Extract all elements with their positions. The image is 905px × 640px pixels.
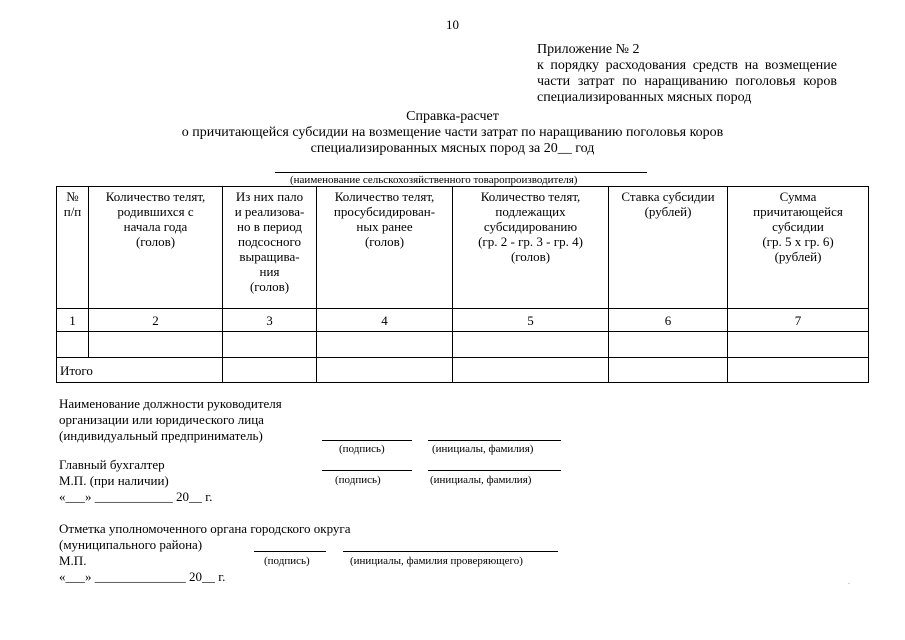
- authority-signature-caption: (подпись): [264, 555, 310, 567]
- table-header-cell: Количество телят, родившихся с начала года (голов): [89, 187, 223, 309]
- table-cell[interactable]: [728, 332, 869, 358]
- appendix-title: Приложение № 2: [537, 42, 640, 57]
- table-cell[interactable]: [317, 358, 453, 383]
- head-initials-caption: (инициалы, фамилия): [432, 443, 534, 455]
- page-number: 10: [446, 17, 459, 32]
- date-line-2[interactable]: «___» ______________ 20__ г.: [59, 569, 226, 584]
- head-signature-caption: (подпись): [339, 443, 385, 455]
- document-title: Справка-расчет: [406, 109, 499, 124]
- table-header-cell: Количество телят, просубсидирован- ных ранее (голов): [317, 187, 453, 309]
- document-subtitle-year: специализированных мясных пород за 20__ год: [310, 141, 595, 156]
- authority-signature-line[interactable]: [254, 551, 326, 552]
- table-header-cell: Из них пало и реализова- но в период подсосного выращива- ния (голов): [223, 187, 317, 309]
- table-header-row: [57, 187, 869, 309]
- table-cell[interactable]: [453, 358, 609, 383]
- table-header-cell: Сумма причитающейся субсидии (гр. 5 x гр. 6) (рублей): [728, 187, 869, 309]
- column-number: 4: [317, 309, 453, 332]
- accountant-initials-line[interactable]: [428, 470, 561, 471]
- table-row: [57, 332, 869, 358]
- calculation-table: [56, 186, 869, 383]
- column-number: 7: [728, 309, 869, 332]
- column-number: 1: [57, 309, 89, 332]
- head-position-line1: Наименование должности руководителя: [59, 396, 282, 411]
- head-position-line2: организации или юридического лица: [59, 412, 264, 427]
- appendix-text: к порядку расходования средств на возмещение части затрат по наращиванию поголовья коров специализированных мясных пород: [537, 58, 837, 105]
- producer-caption: (наименование сельскохозяйственного товаропроизводителя): [290, 174, 578, 186]
- authority-label-line2: (муниципального района): [59, 537, 203, 552]
- head-position-line3: (индивидуальный предприниматель): [59, 428, 263, 443]
- authority-label-line1: Отметка уполномоченного органа городского округа: [59, 521, 351, 536]
- document-subtitle: о причитающейся субсидии на возмещение части затрат по наращиванию поголовья коров: [181, 125, 724, 140]
- table-header-cell: Ставка субсидии (рублей): [609, 187, 728, 309]
- checker-initials-caption: (инициалы, фамилия проверяющего): [350, 555, 523, 567]
- table-cell[interactable]: [609, 358, 728, 383]
- column-number: 6: [609, 309, 728, 332]
- column-number: 5: [453, 309, 609, 332]
- table-cell[interactable]: [317, 332, 453, 358]
- stamp-label-2: М.П.: [59, 553, 87, 568]
- table-cell[interactable]: [223, 358, 317, 383]
- table-header-cell: Количество телят, подлежащих субсидированию (гр. 2 - гр. 3 - гр. 4) (голов): [453, 187, 609, 309]
- column-number-row: [57, 309, 869, 332]
- column-number: 2: [89, 309, 223, 332]
- chief-accountant-label: Главный бухгалтер: [59, 457, 165, 472]
- table-cell[interactable]: [57, 332, 89, 358]
- authority-initials-line[interactable]: [343, 551, 558, 552]
- accountant-initials-caption: (инициалы, фамилия): [430, 474, 532, 486]
- appendix-block: [537, 42, 837, 106]
- head-initials-line[interactable]: [428, 440, 561, 441]
- stamp-label: М.П. (при наличии): [59, 473, 169, 488]
- table-cell[interactable]: [453, 332, 609, 358]
- table-cell[interactable]: [89, 332, 223, 358]
- table-cell[interactable]: [728, 358, 869, 383]
- total-label: Итого: [57, 358, 223, 383]
- table-header-cell: № п/п: [57, 187, 89, 309]
- table-cell[interactable]: [223, 332, 317, 358]
- date-line[interactable]: «___» ____________ 20__ г.: [59, 489, 213, 504]
- column-number: 3: [223, 309, 317, 332]
- table-cell[interactable]: [609, 332, 728, 358]
- scan-speck: .: [848, 577, 850, 586]
- accountant-signature-caption: (подпись): [335, 474, 381, 486]
- producer-name-line[interactable]: [275, 172, 647, 173]
- head-signature-line[interactable]: [322, 440, 412, 441]
- total-row: [57, 358, 869, 383]
- accountant-signature-line[interactable]: [322, 470, 412, 471]
